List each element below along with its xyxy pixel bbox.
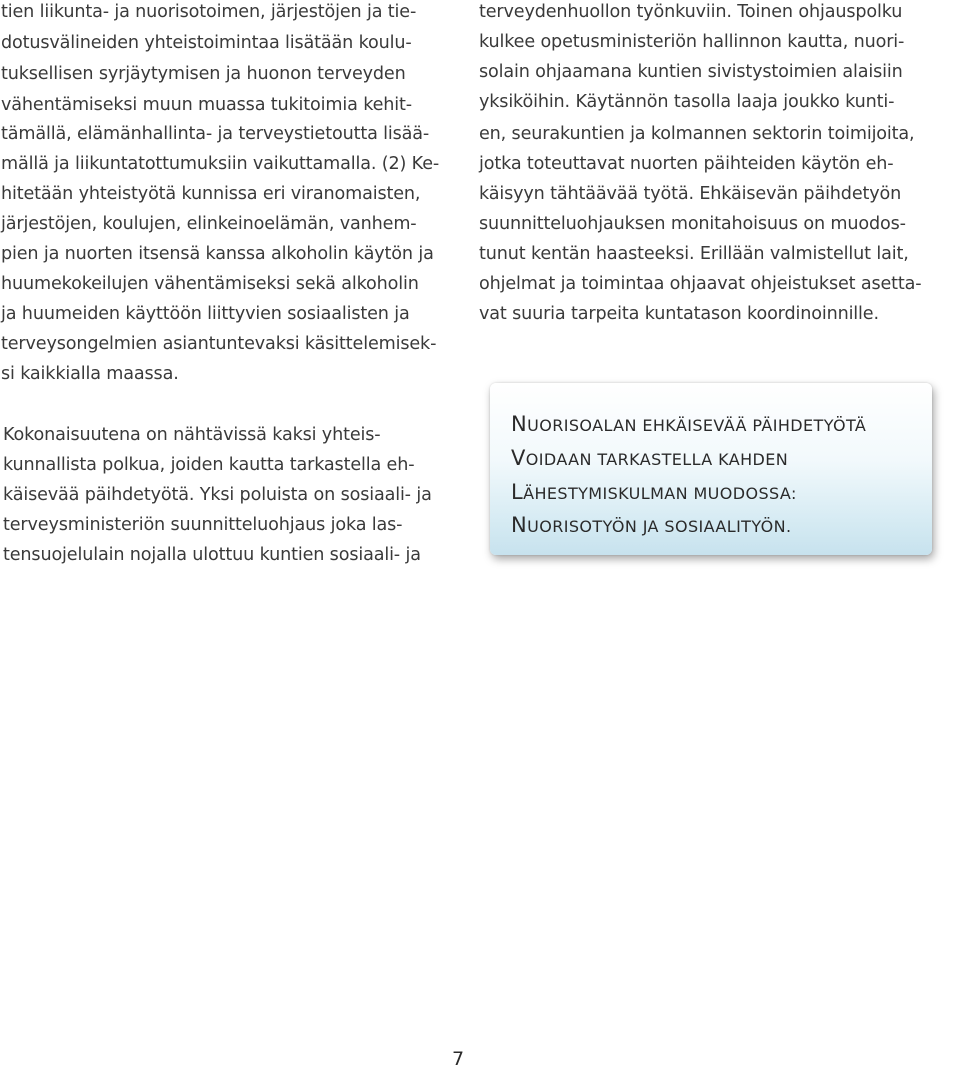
body-text-line: en, seurakuntien ja kolmannen sektorin toimijoita, <box>479 124 915 144</box>
body-text-line: tämällä, elämänhallinta- ja terveystietoutta lisää- <box>1 124 430 144</box>
body-text-line: Kokonaisuutena on nähtävissä kaksi yhteis- <box>3 425 381 445</box>
body-text-line: vähentämiseksi muun muassa tukitoimia kehit- <box>1 95 412 115</box>
body-text-line: järjestöjen, koulujen, elinkeinoelämän, vanhem- <box>1 214 417 234</box>
body-text-line: kulkee opetusministeriön hallinnon kautta, nuori- <box>479 32 905 52</box>
body-text-line: dotusvälineiden yhteistoimintaa lisätään koulu- <box>1 33 412 53</box>
body-text-line: si kaikkialla maassa. <box>1 364 179 384</box>
body-text-line: solain ohjaamana kuntien sivistystoimien alaisiin <box>479 62 903 82</box>
body-text-line: hitetään yhteistyötä kunnissa eri viranomaisten, <box>1 184 421 204</box>
body-text-line: tunut kentän haasteeksi. Erillään valmistellut lait, <box>479 244 909 264</box>
page-number: 7 <box>452 1048 465 1070</box>
body-text-line: käisevää päihdetyötä. Yksi poluista on sosiaali- ja <box>3 485 432 505</box>
body-text-line: vat suuria tarpeita kuntatason koordinoinnille. <box>479 304 879 324</box>
body-text-line: kunnallista polkua, joiden kautta tarkastella eh- <box>3 455 415 475</box>
body-text-line: tien liikunta- ja nuorisotoimen, järjestöjen ja tie- <box>1 2 417 22</box>
body-text-line: terveysongelmien asiantuntevaksi käsittelemisek- <box>1 334 437 354</box>
pull-quote-box <box>490 383 932 555</box>
body-text-line: tensuojelulain nojalla ulottuu kuntien sosiaali- ja <box>3 545 421 565</box>
body-text-line: ja huumeiden käyttöön liittyvien sosiaalisten ja <box>1 304 410 324</box>
body-text-line: terveydenhuollon työnkuviin. Toinen ohjauspolku <box>479 2 903 22</box>
body-text-line: mällä ja liikuntatottumuksiin vaikuttamalla. (2) Ke- <box>1 154 440 174</box>
body-text-line: ohjelmat ja toimintaa ohjaavat ohjeistukset asetta- <box>479 274 922 294</box>
pull-quote-line: NUORISOALAN EHKÄISEVÄÄ PÄIHDETYÖTÄ <box>511 412 867 436</box>
body-text-line: suunnitteluohjauksen monitahoisuus on muodos- <box>479 214 906 234</box>
pull-quote-line: NUORISOTYÖN JA SOSIAALITYÖN. <box>511 513 792 537</box>
pull-quote-line: VOIDAAN TARKASTELLA KAHDEN <box>511 446 789 470</box>
pull-quote-line: LÄHESTYMISKULMAN MUODOSSA: <box>511 480 797 504</box>
body-text-line: käisyyn tähtäävää työtä. Ehkäisevän päihdetyön <box>479 184 902 204</box>
body-text-line: jotka toteuttavat nuorten päihteiden käytön eh- <box>479 154 894 174</box>
body-text-line: terveysministeriön suunnitteluohjaus joka las- <box>3 515 403 535</box>
body-text-line: huumekokeilujen vähentämiseksi sekä alkoholin <box>1 274 419 294</box>
body-text-line: yksiköihin. Käytännön tasolla laaja joukko kunti- <box>479 92 895 112</box>
body-text-line: pien ja nuorten itsensä kanssa alkoholin käytön ja <box>1 244 434 264</box>
body-text-line: tuksellisen syrjäytymisen ja huonon terveyden <box>1 64 406 84</box>
